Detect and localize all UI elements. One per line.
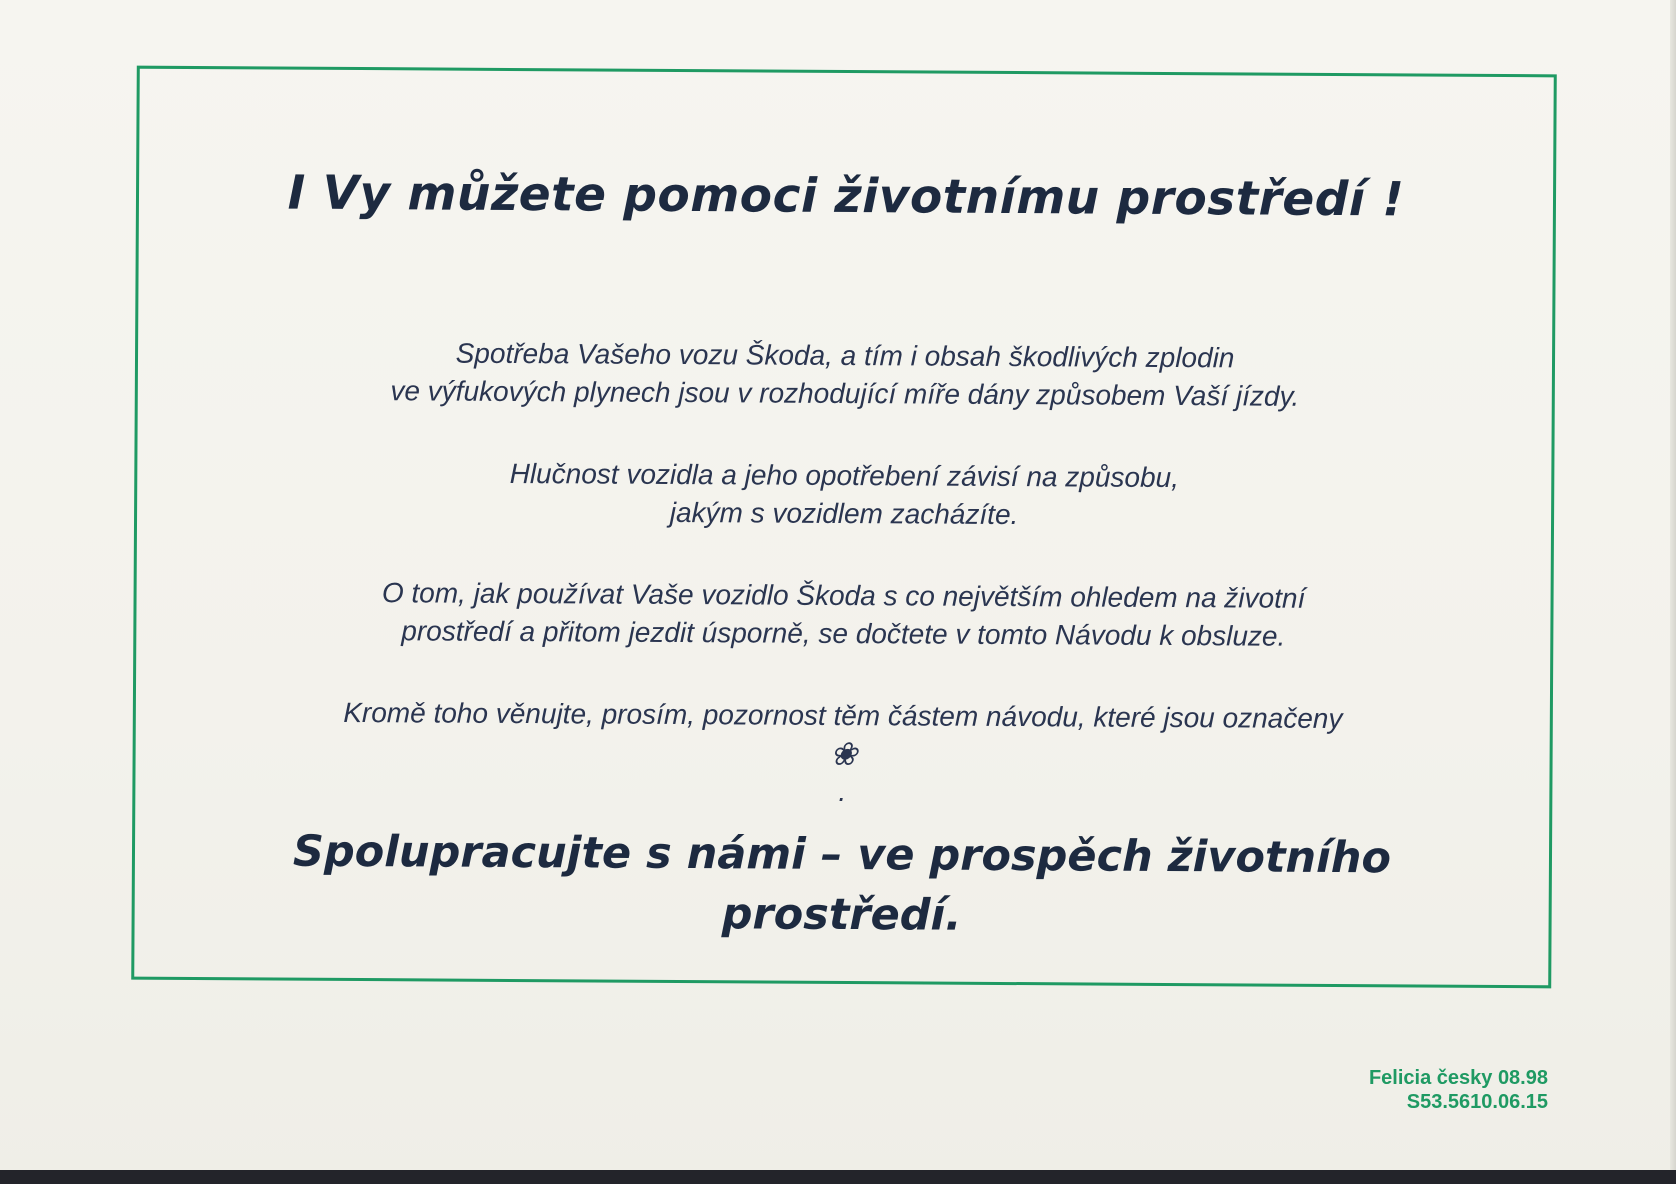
paragraph-marked-sections [135, 693, 1550, 816]
paragraph-line: Spotřeba Vašeho vozu Škoda, a tím i obsah škodlivých zplodin [455, 337, 1235, 374]
headline: I Vy můžete pomoci životnímu prostředí ! [287, 165, 1405, 228]
part-number: S53.5610.06.15 [1406, 1091, 1548, 1113]
paragraph-line: O tom, jak používat Vaše vozidlo Škoda s co největším ohledem na životní [381, 577, 1306, 614]
green-frame [131, 66, 1557, 989]
closing-line: Spolupracujte s námi – ve prospěch životního [292, 826, 1392, 884]
scan-border [0, 1170, 1676, 1184]
edition-label: Felicia česky 08.98 [1368, 1067, 1548, 1089]
paragraph-line: jakým s vozidlem zacházíte. [669, 496, 1019, 531]
paragraph-line: ve výfukových plynech jsou v rozhodující míře dány způsobem Vaší jízdy. [390, 375, 1300, 412]
paragraph-end: . [838, 775, 847, 808]
paragraph-line: Hlučnost vozidla a jeho opotřebení závisí na způsobu, [509, 457, 1180, 494]
paragraph-noise [137, 453, 1551, 538]
paragraph-line: prostředí a přitom jezdit úsporně, se dočtete v tomto Návodu k obsluze. [401, 615, 1286, 652]
paragraph-text: Kromě toho věnujte, prosím, pozornost těm částem návodu, které jsou označeny [343, 696, 1343, 735]
paragraph-line [135, 693, 1550, 816]
closing-line: prostředí. [721, 889, 962, 941]
paper-edge [1670, 0, 1676, 1184]
print-code [1369, 1066, 1548, 1114]
flower-icon: ❀ [830, 735, 858, 773]
paragraph-economy [136, 573, 1550, 658]
closing-slogan [134, 821, 1549, 950]
paragraph-fuel-consumption [138, 333, 1552, 418]
